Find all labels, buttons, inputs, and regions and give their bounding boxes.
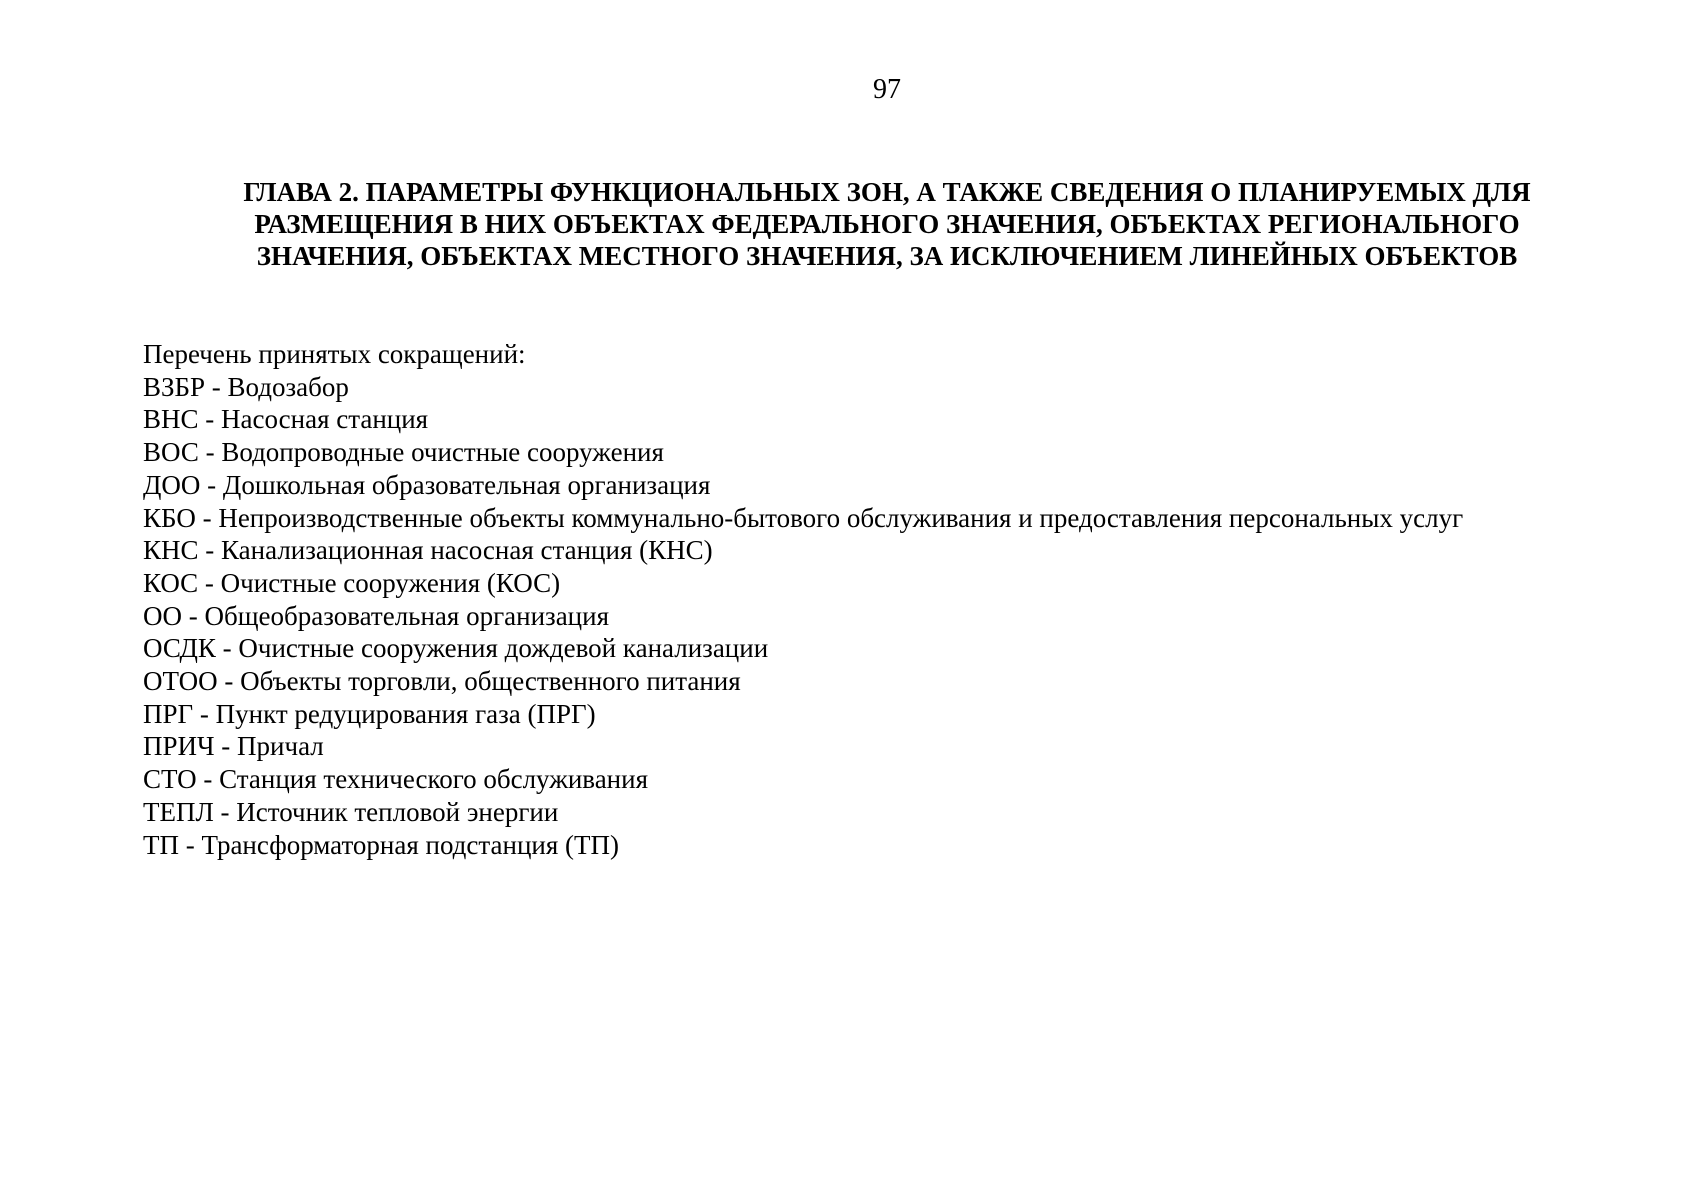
chapter-title-line: ГЛАВА 2. ПАРАМЕТРЫ ФУНКЦИОНАЛЬНЫХ ЗОН, А ТАКЖЕ СВЕДЕНИЯ О ПЛАНИРУЕМЫХ ДЛЯ: [243, 177, 1531, 207]
abbreviation-item: ОСДК - Очистные сооружения дождевой канализации: [143, 633, 769, 664]
abbreviation-item: ПРГ - Пункт редуцирования газа (ПРГ): [143, 698, 596, 729]
abbreviation-item: ДОО - Дошкольная образовательная организация: [143, 469, 711, 500]
abbreviation-item: ОТОО - Объекты торговли, общественного питания: [143, 666, 741, 697]
abbreviation-item: ТЕПЛ - Источник тепловой энергии: [143, 796, 559, 827]
chapter-title-line: РАЗМЕЩЕНИЯ В НИХ ОБЪЕКТАХ ФЕДЕРАЛЬНОГО ЗНАЧЕНИЯ, ОБЪЕКТАХ РЕГИОНАЛЬНОГО: [254, 209, 1520, 239]
abbreviation-item: КБО - Непроизводственные объекты коммунально-бытового обслуживания и предоставления персональных услуг: [143, 502, 1464, 533]
abbreviation-item: КОС - Очистные сооружения (КОС): [143, 567, 561, 598]
abbreviation-item: ОО - Общеобразовательная организация: [143, 600, 610, 631]
abbreviation-item: ВЗБР - Водозабор: [143, 371, 349, 402]
abbreviation-item: ТП - Трансформаторная подстанция (ТП): [143, 829, 620, 860]
abbreviation-item: СТО - Станция технического обслуживания: [143, 764, 648, 795]
abbreviation-item: КНС - Канализационная насосная станция (КНС): [143, 535, 713, 566]
abbreviation-item: ПРИЧ - Причал: [143, 731, 324, 762]
abbreviations-section: [143, 338, 1643, 861]
abbreviations-intro: Перечень принятых сокращений:: [143, 339, 526, 369]
abbreviations-list: [143, 371, 1643, 862]
page-number: 97: [873, 74, 901, 105]
chapter-title-line: ЗНАЧЕНИЯ, ОБЪЕКТАХ МЕСТНОГО ЗНАЧЕНИЯ, ЗА ИСКЛЮЧЕНИЕМ ЛИНЕЙНЫХ ОБЪЕКТОВ: [256, 241, 1518, 271]
abbreviation-item: ВОС - Водопроводные очистные сооружения: [143, 437, 664, 468]
chapter-title: [150, 176, 1624, 272]
abbreviation-item: ВНС - Насосная станция: [143, 404, 429, 435]
